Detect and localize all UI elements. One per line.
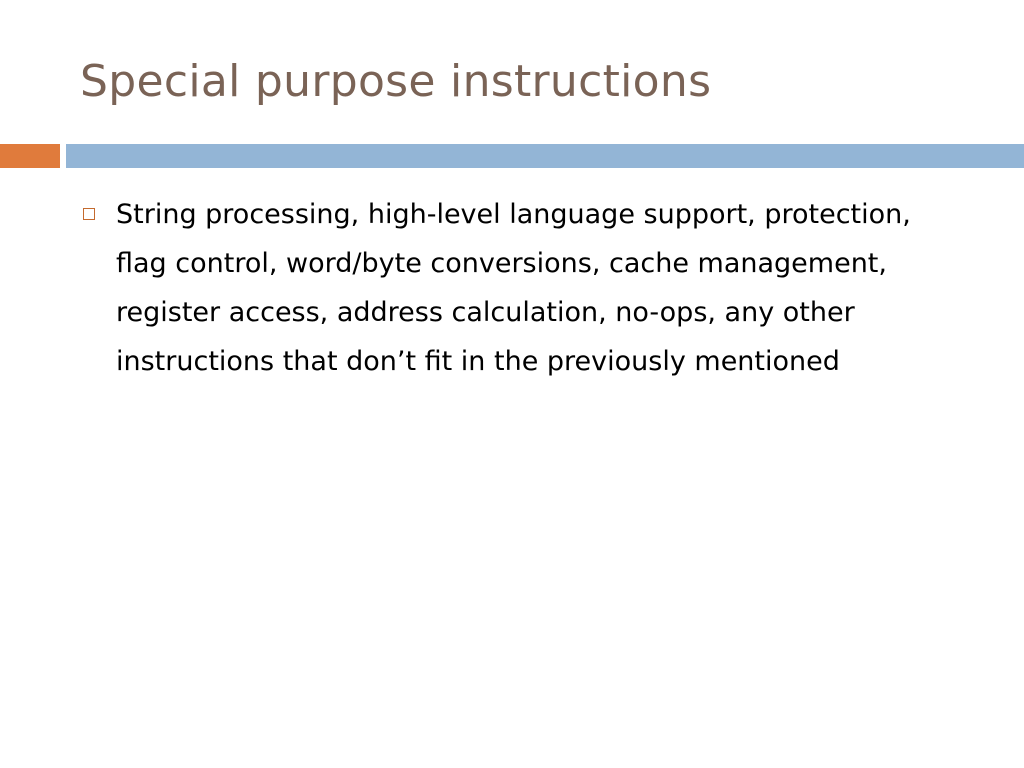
accent-bar-blue	[66, 144, 1024, 168]
bullet-text: String processing, high-level language support, protection, flag control, word/byte conversions, cache management, register access, address calculation, no-ops, any other instructions that don’t fit in the previously mentioned	[116, 199, 911, 377]
accent-bar-orange	[0, 144, 60, 168]
bullet-list	[80, 190, 960, 386]
bullet-item	[80, 190, 960, 386]
slide-title: Special purpose instructions	[80, 56, 712, 107]
hollow-square-bullet-icon	[83, 208, 95, 220]
